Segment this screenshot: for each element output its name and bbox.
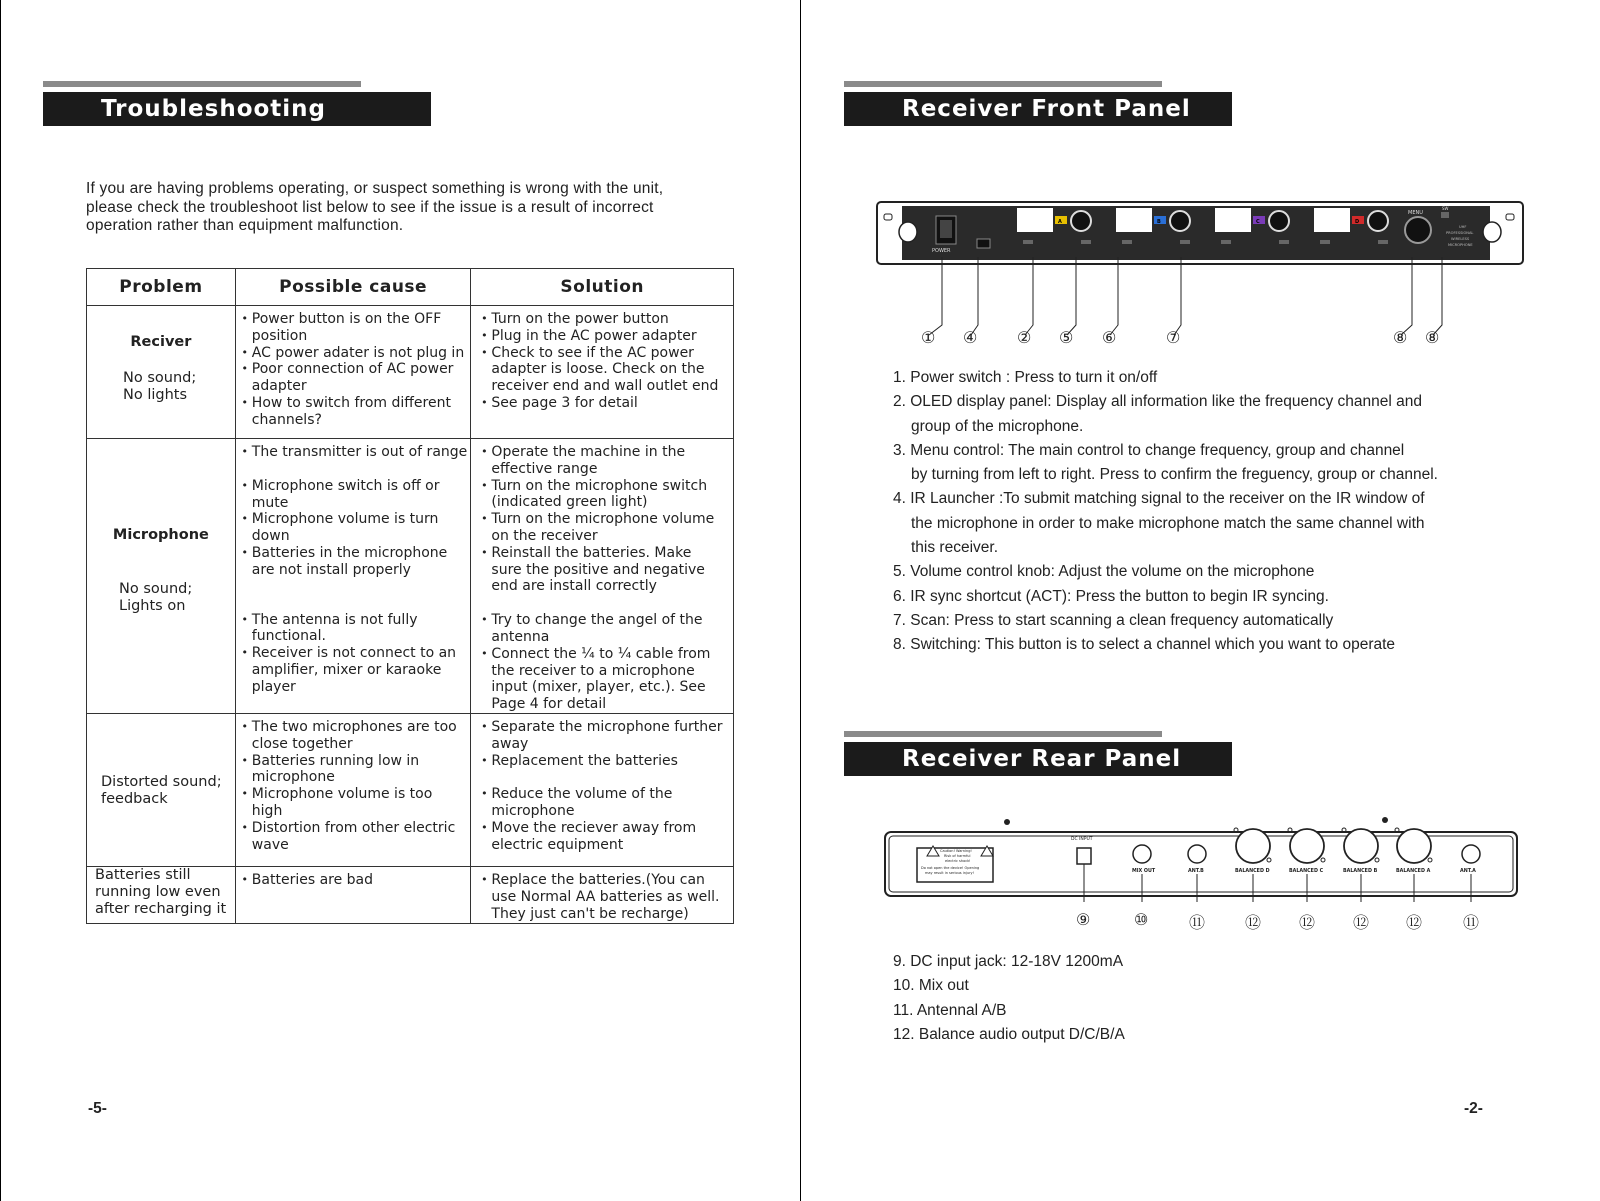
balanced-d-label: BALANCED D [1235,869,1270,874]
cause-cell [235,713,471,866]
item-text [252,719,469,753]
problem-description [123,370,196,404]
item-line: mute [251,494,289,511]
solution-item [477,345,731,395]
solution-item [477,872,731,922]
item-line: position [251,327,308,344]
bullet: • [241,872,249,886]
item-line: AC power adater is not plug in [251,344,465,361]
cause-item [238,311,469,345]
item-line: The transmitter is out of range [251,444,468,460]
bullet: • [481,328,488,342]
cause-item [238,511,469,545]
problem-description-line: after recharging it [95,900,227,917]
feature-line: 4. IR Launcher :To submit matching signal to the receiver on the IR window of [893,490,1425,508]
warning-line: Risk of harmful [944,854,971,858]
warning-line: Do not open the device! Opening [921,866,980,870]
table-header-row [87,269,734,306]
item-text [252,444,469,461]
feature-line: 3. Menu control: The main control to change frequency, group and channel [893,441,1405,459]
balanced-b-label: BALANCED B [1343,869,1378,874]
item-text [491,478,731,512]
item-text [491,444,731,478]
front-callout-number: ④ [963,330,978,347]
heading-accent-bar [43,81,361,87]
item-line: Batteries are bad [251,871,374,888]
item-line: (indicated green light) [491,494,648,511]
front-callout-number: ⑧ [1393,330,1408,347]
item-line: Batteries running low in [251,752,420,769]
problem-description [119,581,192,615]
bullet: • [481,545,488,559]
item-line: Replacement the batteries [491,752,678,769]
rear-feature-item: 11. Antennal A/B [893,1001,1007,1019]
header-possible-cause: Possible cause [235,269,471,306]
problem-title: Microphone [112,527,209,543]
feature-line: 8. Switching: This button is to select a channel which you want to operate [893,636,1396,654]
cause-item [238,719,469,753]
front-callout-number: ② [1017,330,1032,347]
table-row [87,306,734,439]
bullet: • [481,820,488,834]
item-text [252,645,469,695]
rear-callout-number: ⑫ [1406,915,1423,932]
power-label: POWER [932,248,951,254]
feature-line: 5. Volume control knob: Adjust the volume on the microphone [893,563,1315,581]
front-callout-number: ⑦ [1166,330,1181,347]
item-line: amplifier, mixer or karaoke [251,661,442,678]
problem-description-line: running low even [95,883,221,900]
ant-b-label: ANT.B [1188,869,1204,874]
bullet: • [481,613,488,627]
item-text [252,753,469,787]
bullet: • [241,395,249,409]
bullet: • [481,872,488,886]
cause-item [238,478,469,512]
item-text [252,511,469,545]
menu-label: MENU [1408,210,1423,216]
item-line: The two microphones are too [251,718,457,735]
item-line: They just can't be recharge) [491,905,689,922]
bullet: • [241,312,249,325]
balanced-c-label: BALANCED C [1289,869,1324,874]
item-text [491,719,731,753]
item-line: the receiver to a microphone [491,662,695,679]
item-text [252,395,469,429]
solution-item [477,328,731,345]
item-line: Receiver is not connect to an [251,645,457,662]
item-line: electric equipment [491,836,624,853]
item-line: Separate the microphone further [491,718,723,735]
receiver-rear-panel-illustration [883,812,1523,902]
solution-item [477,820,731,854]
header-problem: Problem [87,269,236,306]
item-text [491,545,731,595]
item-line: are not install properly [251,561,411,578]
item-text [491,311,731,328]
page-number-right: -2- [1464,1100,1483,1117]
item-text [252,545,469,579]
front-callout-number: ⑤ [1059,330,1074,347]
cause-item [238,444,469,461]
item-line: Distortion from other electric [251,819,456,836]
rear-callout-number: ⑩ [1134,912,1149,929]
item-line: adapter [251,378,307,395]
front-feature-item [893,585,1438,609]
bullet: • [481,445,488,458]
channel-label-a: A [1058,219,1062,225]
brand-line: PROFESSIONAL [1446,231,1474,235]
solution-item [477,545,731,595]
item-text [252,786,469,820]
item-text [252,361,469,395]
item-text [491,646,731,713]
item-line: adapter is loose. Check on the [491,361,705,378]
bullet: • [241,753,249,767]
brand-line: WIRELESS [1451,237,1470,241]
ant-a-label: ANT.A [1460,869,1476,874]
rear-callout-number: ⑪ [1189,915,1206,932]
solution-item [477,395,731,412]
rear-callout-number: ⑫ [1245,915,1262,932]
cause-item [238,345,469,362]
problem-cell [87,866,236,923]
front-callout-number: ① [921,330,936,347]
bullet: • [481,787,488,801]
solution-item [477,478,731,512]
bullet: • [481,753,488,767]
rear-callout-number: ⑫ [1299,915,1316,932]
problem-cell [87,439,236,714]
item-line: Plug in the AC power adapter [491,327,697,344]
item-line: Replace the batteries.(You can [491,871,705,888]
item-line: sure the positive and negative [491,561,705,578]
front-callout-number: ⑧ [1425,330,1440,347]
item-text [491,786,731,820]
bullet: • [481,719,488,733]
item-line: antenna [491,628,550,645]
item-line: microphone [251,769,335,786]
item-line: player [251,678,296,695]
front-feature-item [893,633,1438,657]
warning-line: Caution! Warning! [940,849,972,853]
item-line: See page 3 for detail [491,394,638,411]
rear-panel-heading: Receiver Rear Panel [844,742,1232,776]
item-line: Microphone volume is turn [251,511,439,528]
troubleshooting-heading: Troubleshooting [43,92,431,126]
item-line: channels? [251,411,322,428]
item-line: effective range [491,460,598,477]
solution-cell [471,439,734,714]
problem-cell [87,306,236,439]
bullet: • [241,345,249,359]
item-line: functional. [251,628,326,645]
header-solution: Solution [471,269,734,306]
problem-description-line: Lights on [119,598,186,614]
item-line: Turn on the power button [491,311,669,327]
item-text [252,478,469,512]
item-text [491,328,731,345]
solution-item [477,612,731,646]
bullet: • [241,445,249,458]
intro-paragraph [86,180,736,236]
item-text [252,311,469,345]
feature-line: this receiver. [911,539,999,557]
bullet: • [241,362,249,376]
feature-line: by turning from left to right. Press to confirm the freguency, group or channel. [911,466,1438,484]
sw-label: SW [1442,206,1449,211]
item-line: The antenna is not fully [251,611,418,628]
cause-item [238,612,469,646]
feature-line: 7. Scan: Press to start scanning a clean frequency automatically [893,611,1334,629]
item-text [491,511,731,545]
front-callout-number: ⑥ [1102,330,1117,347]
item-line: on the receiver [491,527,598,544]
warning-line: electric shock! [945,859,971,863]
problem-description [95,867,226,918]
bullet: • [241,512,249,526]
bullet: • [481,312,488,325]
item-text [491,820,731,854]
item-line: Reduce the volume of the [491,786,673,803]
problem-description-line: Distorted sound; [101,773,222,790]
item-line: How to switch from different [251,394,451,411]
item-text [252,345,469,362]
item-text [491,395,731,412]
cause-item [238,820,469,854]
front-feature-item [893,560,1438,584]
bullet: • [241,719,249,733]
rear-feature-item: 10. Mix out [893,977,969,995]
problem-description-line: No sound; [123,370,197,386]
front-panel-feature-list [893,366,1438,658]
cause-cell [235,439,471,714]
dc-input-label: DC INPUT [1071,837,1093,842]
front-feature-item [893,390,1438,439]
feature-line: 1. Power switch : Press to turn it on/off [893,369,1158,386]
page-number-left: -5- [88,1100,107,1117]
solution-item [477,646,731,713]
feature-line: 6. IR sync shortcut (ACT): Press the button to begin IR syncing. [893,587,1329,605]
intro-line: please check the troubleshoot list below to see if the issue is a result of incorrect [86,198,654,216]
item-text [252,820,469,854]
feature-line: group of the microphone. [911,417,1084,435]
right-page [800,0,1600,1201]
channel-label-d: D [1355,219,1360,225]
bullet: • [241,787,249,801]
mix-out-label: MIX OUT [1132,869,1156,874]
solution-item [477,511,731,545]
rear-callout-number: ⑫ [1353,915,1370,932]
channel-label-c: C [1256,219,1260,225]
cause-cell [235,306,471,439]
troubleshooting-table [86,268,734,924]
cause-item [238,361,469,395]
problem-title: Reciver [130,334,192,350]
item-line: close together [251,735,353,752]
rear-feature-item: 9. DC input jack: 12-18V 1200mA [893,953,1124,970]
solution-cell [471,713,734,866]
item-text [491,345,731,395]
solution-cell [471,866,734,923]
item-text [252,612,469,646]
bullet: • [241,820,249,834]
front-heading-accent-bar [844,81,1162,87]
solution-item [477,786,731,820]
bullet: • [481,646,488,660]
item-line: Move the reciever away from [491,819,697,836]
item-line: Connect the ¼ to ¼ cable from [491,645,711,662]
cause-item [238,753,469,787]
cause-item [238,545,469,579]
cause-item [238,872,469,889]
front-panel-heading: Receiver Front Panel [844,92,1232,126]
bullet: • [481,512,488,526]
problem-description-line: Batteries still [95,866,191,883]
item-line: input (mixer, player, etc.). See [491,679,706,696]
bullet: • [241,612,249,626]
item-line: receiver end and wall outlet end [491,378,719,395]
item-line: away [491,735,529,752]
rear-heading-accent-bar [844,731,1162,737]
item-line: Power button is on the OFF [251,311,442,327]
solution-item [477,311,731,328]
front-feature-item [893,439,1438,488]
solution-item [477,444,731,478]
rear-feature-item: 12. Balance audio output D/C/B/A [893,1025,1125,1043]
brand-line: MICROPHONE [1448,243,1473,247]
cause-item [238,395,469,429]
item-line: wave [251,836,289,853]
feature-line: 2. OLED display panel: Display all information like the frequency channel and [893,393,1423,411]
item-line: Poor connection of AC power [251,361,454,378]
bullet: • [481,345,488,359]
item-line: down [251,528,290,545]
front-feature-item [893,366,1438,390]
item-line: Turn on the microphone volume [491,511,715,528]
item-line: Reinstall the batteries. Make [491,544,692,561]
intro-line: If you are having problems operating, or suspect something is wrong with the unit, [86,180,664,197]
item-line: Batteries in the microphone [251,544,448,561]
bullet: • [241,646,249,660]
problem-description [101,774,222,808]
item-line: Microphone switch is off or [251,477,440,494]
bullet: • [241,478,249,492]
solution-item [477,719,731,753]
table-row [87,439,734,714]
item-text [252,872,469,889]
problem-description-line: No sound; [119,581,193,597]
balanced-a-label: BALANCED A [1396,869,1431,874]
item-line: Microphone volume is too [251,786,433,803]
cause-item [238,645,469,695]
problem-description-line: feedback [101,790,168,807]
bullet: • [241,545,249,559]
front-feature-item [893,609,1438,633]
solution-cell [471,306,734,439]
table-row [87,713,734,866]
item-line: use Normal AA batteries as well. [491,888,720,905]
cause-item [238,786,469,820]
rear-panel-feature-list [893,950,1125,1047]
bullet: • [481,395,488,409]
problem-cell [87,713,236,866]
table-row [87,866,734,923]
item-line: Check to see if the AC power [491,344,694,361]
item-line: Turn on the microphone switch [491,477,708,494]
cause-cell [235,866,471,923]
front-feature-item [893,487,1438,560]
bullet: • [481,478,488,492]
item-line: microphone [491,803,575,820]
problem-description-line: No lights [123,387,188,403]
rear-callout-number: ⑪ [1463,915,1480,932]
solution-item [477,753,731,770]
item-text [491,872,731,922]
feature-line: the microphone in order to make microphone match the same channel with [911,514,1425,532]
item-text [491,612,731,646]
warning-line: may result in serious injury! [925,871,975,875]
item-text [491,753,731,770]
intro-line: operation rather than equipment malfunction. [86,217,404,234]
item-line: Page 4 for detail [491,696,607,713]
item-line: Try to change the angel of the [491,612,703,629]
item-line: end are install correctly [491,578,657,595]
rear-callout-number: ⑨ [1076,912,1091,929]
item-line: high [251,802,283,819]
channel-label-b: B [1157,219,1161,225]
item-line: Operate the machine in the [491,444,686,460]
brand-line: UHF [1459,225,1467,229]
